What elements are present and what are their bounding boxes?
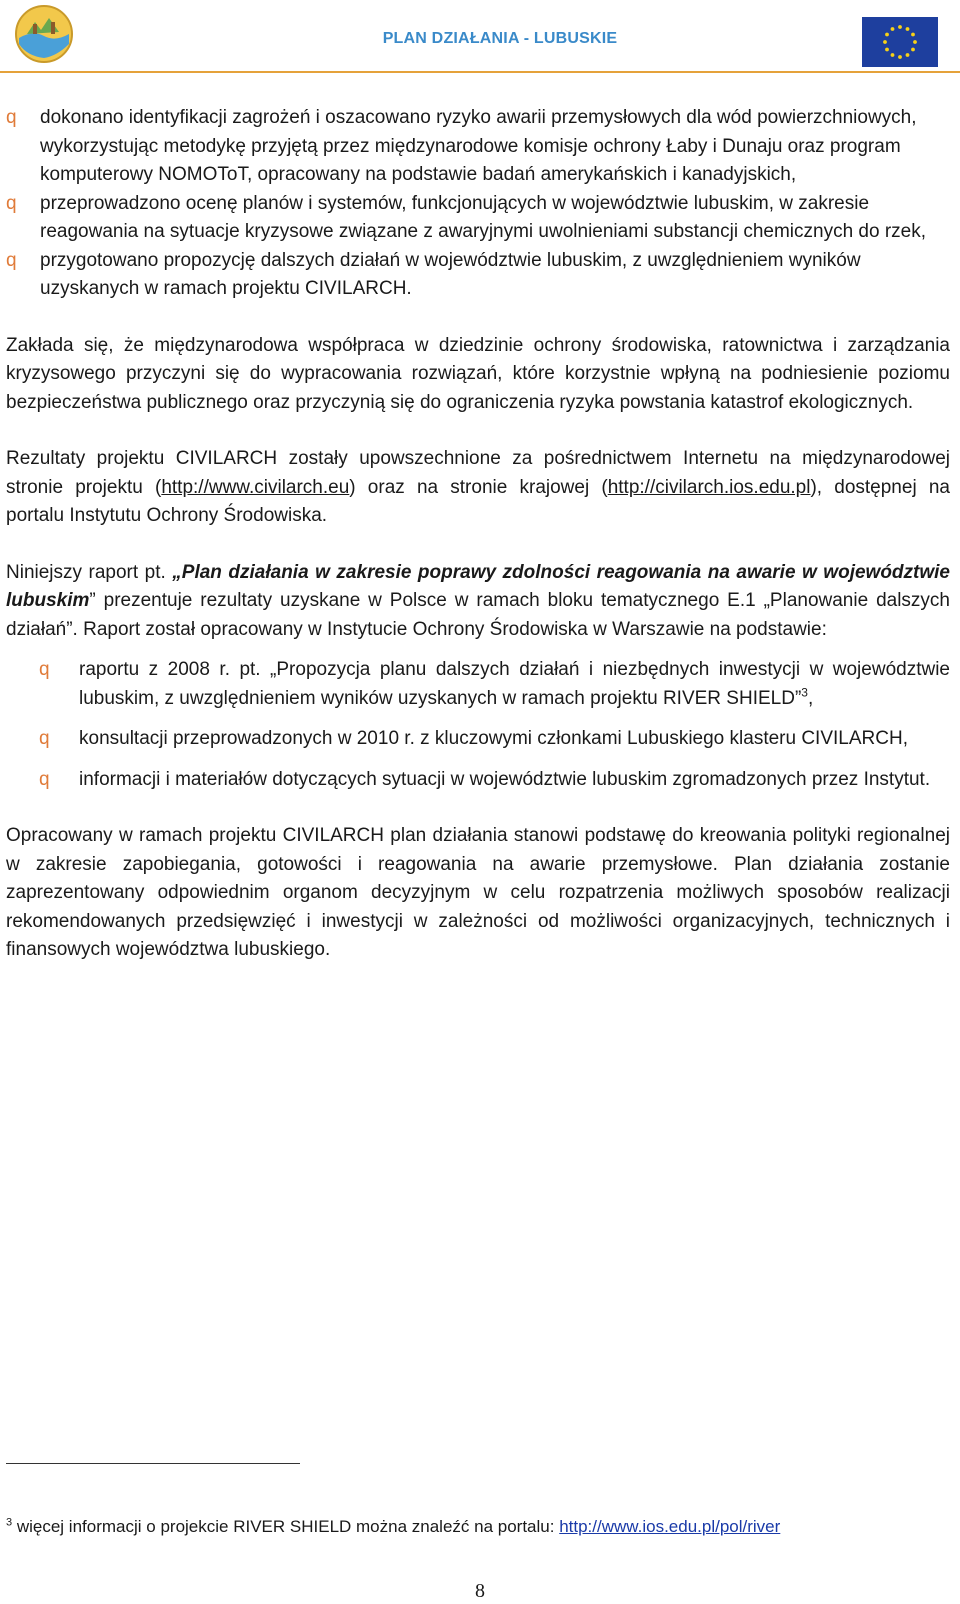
list-item: q dokonano identyfikacji zagrożeń i oszacowano ryzyko awarii przemysłowych dla wód powierzchniowych, wykorzystując metodykę przyjętą przez międzynarodowe komisje ochrony Łaby i Dunaju oraz program komputerowy NOMOToT, opracowany na podstawie badań amerykańskich i kanadyjskich, [6,104,950,190]
eu-star-icon [911,48,915,52]
eu-star-icon [891,27,895,31]
header-title: PLAN DZIAŁANIA - LUBUSKIE [382,30,618,47]
list-item: q przygotowano propozycję dalszych działań w województwie lubuskim, z uwzględnieniem wyników uzyskanych w ramach projektu CIVILARCH. [6,247,950,304]
civilarch-international-link[interactable]: http://www.civilarch.eu [161,476,350,498]
list-item: q przeprowadzono ocenę planów i systemów, funkcjonujących w województwie lubuskim, w zakresie reagowania na sytuacje kryzysowe związane z awaryjnymi uwolnieniami substancji chemicznych do rzek, [6,190,950,247]
eu-star-icon [885,48,889,52]
eu-star-icon [911,33,915,37]
bullet-icon: q [39,728,50,749]
project-logo-icon [13,4,75,64]
eu-star-icon [885,33,889,37]
footnote-ref[interactable]: 3 [801,685,808,700]
header-divider [0,71,960,73]
eu-star-icon [906,27,910,31]
bullet-icon: q [6,107,17,128]
footnote-divider [6,1463,300,1464]
paragraph-report: Niniejszy raport pt. „Plan działania w zakresie poprawy zdolności reagowania na awarie w województwie lubuskim” prezentuje rezultaty uzyskane w Polsce w ramach bloku tematycznego E.1 „Planowanie dalszych działań”. Raport został opracowany w Instytucie Ochrony Środowiska w Warszawie na podstawie: [6,561,950,640]
eu-star-icon [883,40,887,44]
bullet-icon: q [6,192,17,214]
footnote: $^3$ więcej informacji o projekcie RIVER SHIELD można znaleźć na portalu: http://www.ios.edu.pl/pol/river [6,1516,781,1536]
bullet-icon: q [39,768,50,790]
eu-star-icon [898,25,902,29]
bullet-icon: q [39,659,50,680]
page-header [0,0,960,76]
eu-star-icon [891,53,895,57]
findings-list [6,104,950,304]
eu-star-icon [906,53,910,57]
document-body [6,104,950,965]
list-item: q raportu z 2008 r. pt. „Propozycja planu dalszych działań i niezbędnych inwestycji w województwie lubuskim, z uwzględnieniem wyników uzyskanych w ramach projektu RIVER SHIELD”$^3$, [6,656,950,713]
eu-star-icon [898,55,902,59]
river-shield-link[interactable]: http://www.ios.edu.pl/pol/river [559,1517,781,1536]
eu-flag-icon [862,17,938,67]
page-number: 8 [475,1580,485,1602]
list-item: q informacji i materiałów dotyczących sytuacji w województwie lubuskim zgromadzonych przez Instytut. [6,766,950,795]
paragraph-plan: Opracowany w ramach projektu CIVILARCH plan działania stanowi podstawę do kreowania polityki regionalnej w zakresie zapobiegania, gotowości i reagowania na awarie przemysłowe. Plan działania zostanie zaprezentowany odpowiednim organom decyzyjnym w celu rozpatrzenia możliwych sposobów realizacji rekomendowanych przedsięwzięć i inwestycji w zależności od możliwości organizacyjnych, technicznych i finansowych województwa lubuskiego. [6,825,950,960]
bullet-icon: q [6,249,17,271]
basis-list [6,656,950,794]
paragraph-cooperation: Zakłada się, że międzynarodowa współpraca w dziedzinie ochrony środowiska, ratownictwa i zarządzania kryzysowego przyczyni się do wypracowania rozwiązań, które korzystnie wpłyną na podniesienie poziomu bezpieczeństwa publicznego oraz przyczynią się do ograniczenia ryzyka powstania katastrof ekologicznych. [6,334,950,413]
list-item: q konsultacji przeprowadzonych w 2010 r. z kluczowymi członkami Lubuskiego klasteru CIVILARCH, [6,725,950,754]
report-title: „Plan działania w zakresie poprawy zdolności reagowania na awarie w województwie lubuskim [6,561,950,611]
eu-star-icon [913,40,917,44]
civilarch-national-link[interactable]: http://civilarch.ios.edu.pl [607,476,811,498]
paragraph-results: Rezultaty projektu CIVILARCH zostały upowszechnione za pośrednictwem Internetu na międzynarodowej stronie projektu (http://www.civilarch.eu) oraz na stronie krajowej (http://civilarch.ios.edu.pl), dostępnej na portalu Instytutu Ochrony Środowiska. [6,448,950,526]
